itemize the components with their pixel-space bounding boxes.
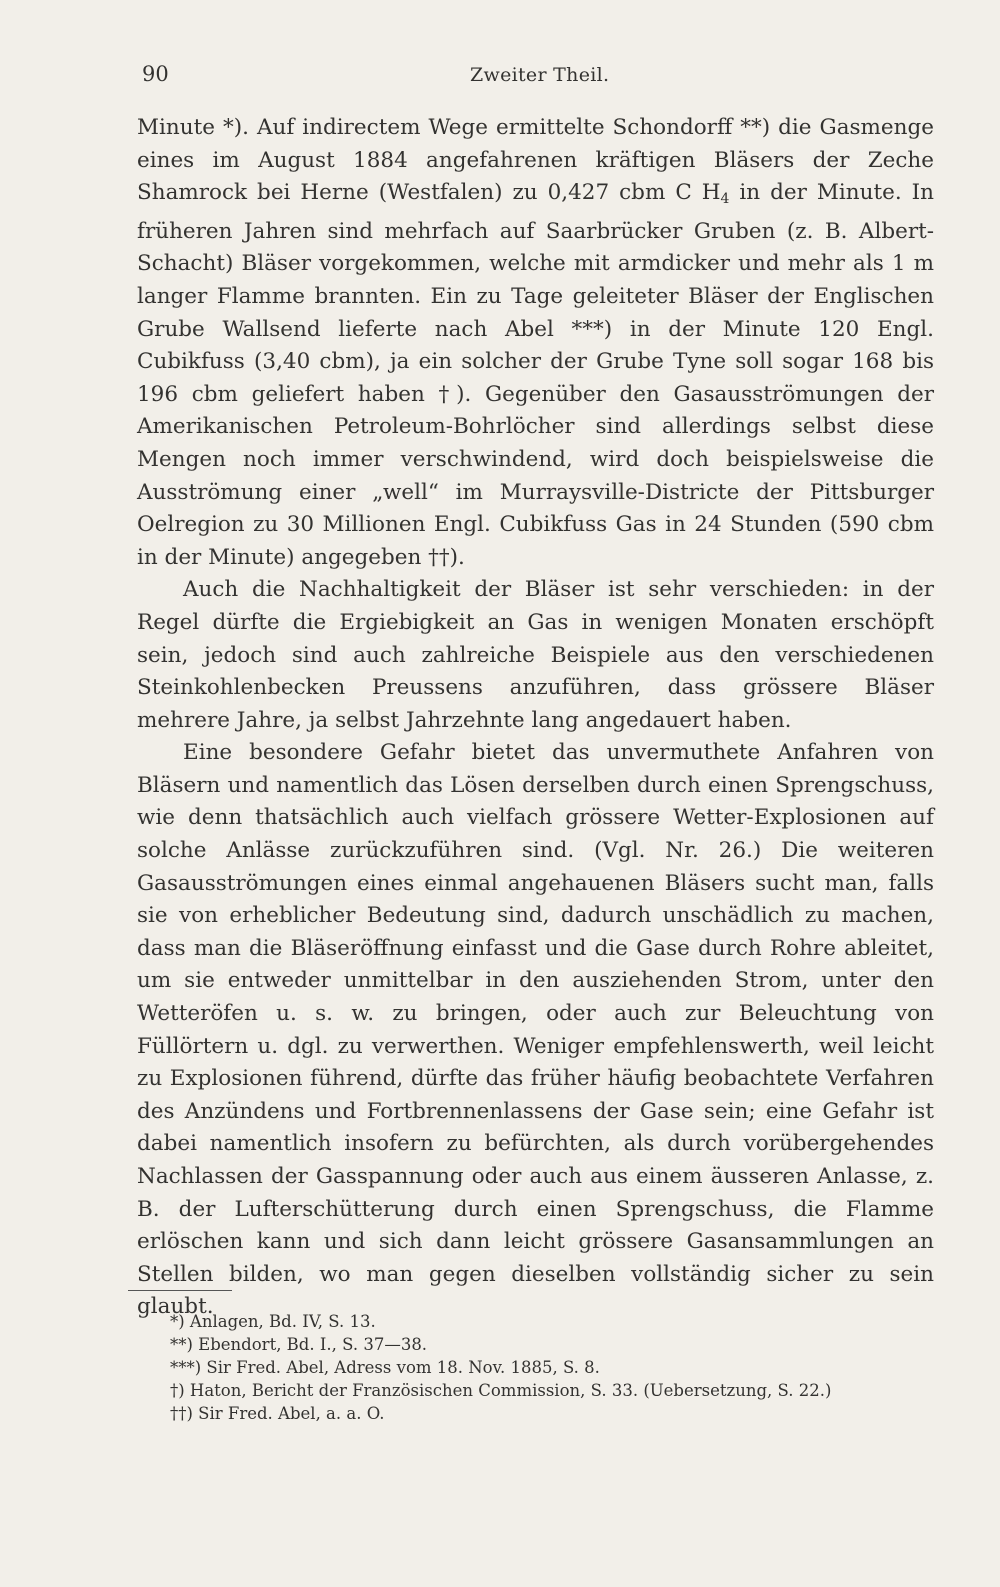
- footnote-rule: [128, 1290, 232, 1291]
- footnote-4: †) Haton, Bericht der Französischen Commission, S. 33. (Uebersetzung, S. 22.): [170, 1381, 832, 1400]
- body-text: [137, 112, 934, 1324]
- page-number: 90: [142, 62, 169, 86]
- running-title: Zweiter Theil.: [470, 64, 610, 86]
- paragraph-1-part-2: in der Minute. In früheren Jahren sind mehrfach auf Saarbrücker Gruben (z. B. Albert-Schacht) Bläser vorgekommen, welche mit armdicker und mehr als 1 m langer Flamme brannten. Ein zu Tage geleiteter Bläser der Englischen Grube Wallsend lieferte nach Abel ***) in der Minute 120 Engl. Cubikfuss (3,40 cbm), ja ein solcher der Grube Tyne soll sogar 168 bis 196 cbm geliefert haben †). Gegenüber den Gasausströmungen der Amerikanischen Petroleum-Bohrlöcher sind allerdings selbst diese Mengen noch immer verschwindend, wird doch beispielsweise die Ausströmung einer „well“ im Murraysville-Districte der Pittsburger Oelregion zu 30 Millionen Engl. Cubikfuss Gas in 24 Stunden (590 cbm in der Minute) angegeben ††).: [137, 180, 934, 570]
- paragraph-3: Eine besondere Gefahr bietet das unvermuthete Anfahren von Bläsern und namentlich das Lösen derselben durch einen Sprengschuss, wie denn thatsächlich auch vielfach grössere Wetter-Explosionen auf solche Anlässe zurückzuführen sind. (Vgl. Nr. 26.) Die weiteren Gasausströmungen eines einmal angehauenen Bläsers sucht man, falls sie von erheblicher Bedeutung sind, dadurch unschädlich zu machen, dass man die Bläseröffnung einfasst und die Gase durch Rohre ableitet, um sie entweder unmittelbar in den ausziehenden Strom, unter den Wetteröfen u. s. w. zu bringen, oder auch zur Beleuchtung von Füllörtern u. dgl. zu verwerthen. Weniger empfehlenswerth, weil leicht zu Explosionen führend, dürfte das früher häufig beobachtete Verfahren des Anzündens und Fortbrennenlassens der Gase sein; eine Gefahr ist dabei namentlich insofern zu befürchten, als durch vorübergehendes Nachlassen der Gasspannung oder auch aus einem äusseren Anlasse, z. B. der Lufterschütterung durch einen Sprengschuss, die Flamme erlöschen kann und sich dann leicht grössere Gasansammlungen an Stellen bilden, wo man gegen dieselben vollständig sicher zu sein glaubt.: [137, 740, 934, 1320]
- paragraph-1: [137, 112, 934, 574]
- footnote-5: ††) Sir Fred. Abel, a. a. O.: [170, 1404, 385, 1423]
- footnote-3: ***) Sir Fred. Abel, Adress vom 18. Nov. 1885, S. 8.: [170, 1358, 600, 1377]
- subscript-4: 4: [720, 191, 730, 208]
- footnote-1: *) Anlagen, Bd. IV, S. 13.: [170, 1312, 376, 1331]
- paragraph-2: Auch die Nachhaltigkeit der Bläser ist sehr verschieden: in der Regel dürfte die Ergiebigkeit an Gas in wenigen Monaten erschöpft sein, jedoch sind auch zahlreiche Beispiele aus den verschiedenen Steinkohlenbecken Preussens anzuführen, dass grössere Bläser mehrere Jahre, ja selbst Jahrzehnte lang angedauert haben.: [137, 577, 934, 733]
- footnote-2: **) Ebendort, Bd. I., S. 37—38.: [170, 1335, 428, 1354]
- footnotes: [170, 1310, 930, 1425]
- paragraph-1-part-1: Minute *). Auf indirectem Wege ermittelte Schondorff **) die Gasmenge eines im August 1884 angefahrenen kräftigen Bläsers der Zeche Shamrock bei Herne (Westfalen) zu 0,427 cbm C H: [137, 115, 934, 206]
